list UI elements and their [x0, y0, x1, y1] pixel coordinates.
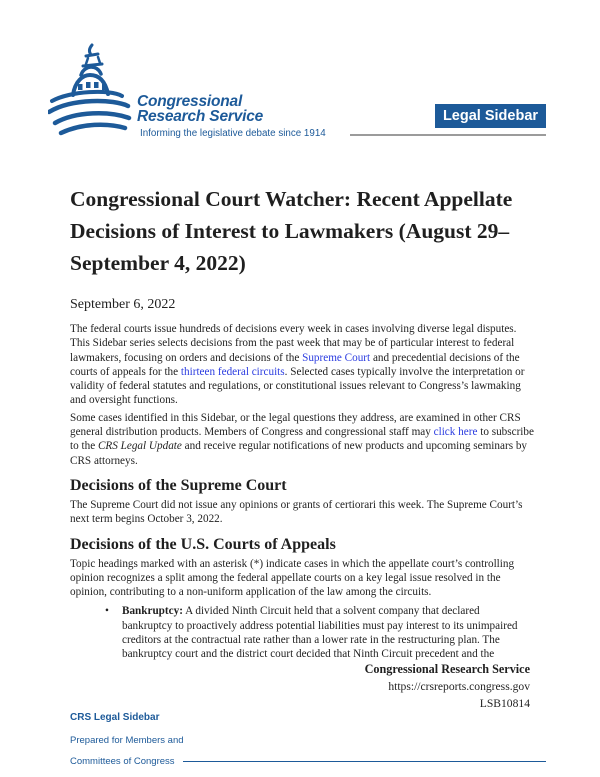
footer-committees-row	[70, 756, 546, 767]
footer-committees-label: Committees of Congress	[70, 756, 175, 767]
heading-supreme-court: Decisions of the Supreme Court	[70, 476, 287, 494]
text-link[interactable]: click here	[433, 426, 478, 439]
text-segment: Some cases identified in this Sidebar, or the legal questions they address, are examined in other CRS general distribution products. Members of Congress and congressional staff may	[70, 411, 521, 439]
heading-courts-of-appeals: Decisions of the U.S. Courts of Appeals	[70, 535, 336, 553]
appeals-decisions-list	[70, 604, 542, 661]
subscribe-paragraph	[70, 411, 542, 468]
publication-date: September 6, 2022	[70, 297, 176, 312]
document-body	[70, 183, 542, 662]
report-footer	[365, 660, 530, 712]
footer-org-name: Congressional Research Service	[364, 662, 530, 676]
page-bottom-footer	[70, 712, 546, 767]
capitol-dome-icon	[48, 42, 132, 136]
bankruptcy-item-text	[122, 605, 518, 660]
text-segment: The federal courts issue hundreds of decisions every week in cases involving diverse legal disputes. This Sidebar series selects decisions from the past week that may be of particular interest to federal lawmakers, focusing on orders and decisions of the	[70, 323, 517, 364]
appeals-intro-paragraph: Topic headings marked with an asterisk (*) indicate cases in which the appellate court’s controlling opinion recognizes a split among the federal appellate courts on a key legal issue resolved in the opinion, contributing to a non-uniform application of the law among the circuits.	[70, 557, 515, 599]
footer-prepared-line: Prepared for Members and	[70, 735, 184, 746]
crs-wordmark	[137, 94, 263, 124]
footer-divider-line	[183, 761, 546, 762]
crs-tagline: Informing the legislative debate since 1914	[140, 128, 326, 139]
text-segment: . Selected cases typically involve the interpretation or validity of federal statutes and regulations, or constitutional issues relevant to Congress’s lawmaking and oversight functions.	[70, 365, 525, 407]
footer-brand: CRS Legal Sidebar	[70, 712, 160, 723]
footer-report-url[interactable]: https://crsreports.congress.gov	[388, 680, 530, 693]
bullet-icon: •	[105, 605, 109, 618]
text-segment: and precedential decisions of the courts of appeals for the	[70, 351, 520, 378]
text-segment: and receive regular notifications of new products and upcoming seminars by CRS attorneys.	[70, 440, 528, 467]
header-divider-line	[350, 134, 546, 136]
crs-wordmark-line1: Congressional	[137, 93, 243, 110]
crs-wordmark-line2: Research Service	[137, 108, 264, 125]
text-segment: to subscribe to the	[70, 426, 534, 453]
text-link[interactable]: Supreme Court	[302, 351, 371, 364]
list-item-bankruptcy	[70, 604, 542, 661]
page-title: Congressional Court Watcher: Recent Appellate Decisions of Interest to Lawmakers (August 29–September 4, 2022)	[70, 187, 513, 275]
text-link[interactable]: thirteen federal circuits	[180, 365, 285, 378]
legal-sidebar-badge: Legal Sidebar	[435, 104, 546, 128]
footer-report-id: LSB10814	[479, 697, 530, 710]
text-segment: CRS Legal Update	[97, 440, 182, 453]
text-segment: A divided Ninth Circuit held that a solvent company that declared bankruptcy to proactively address potential liabilities must pay interest to its unimpaired creditors at the contractual rate rather than a lower rate in the restructuring plan. The bankruptcy court and the district court decided that Ninth Circuit precedent and the	[122, 605, 518, 661]
intro-paragraph	[70, 322, 542, 408]
supreme-court-paragraph: The Supreme Court did not issue any opinions or grants of certiorari this week. The Supreme Court’s next term begins October 3, 2022.	[70, 498, 523, 526]
text-segment: Bankruptcy:	[122, 605, 183, 618]
